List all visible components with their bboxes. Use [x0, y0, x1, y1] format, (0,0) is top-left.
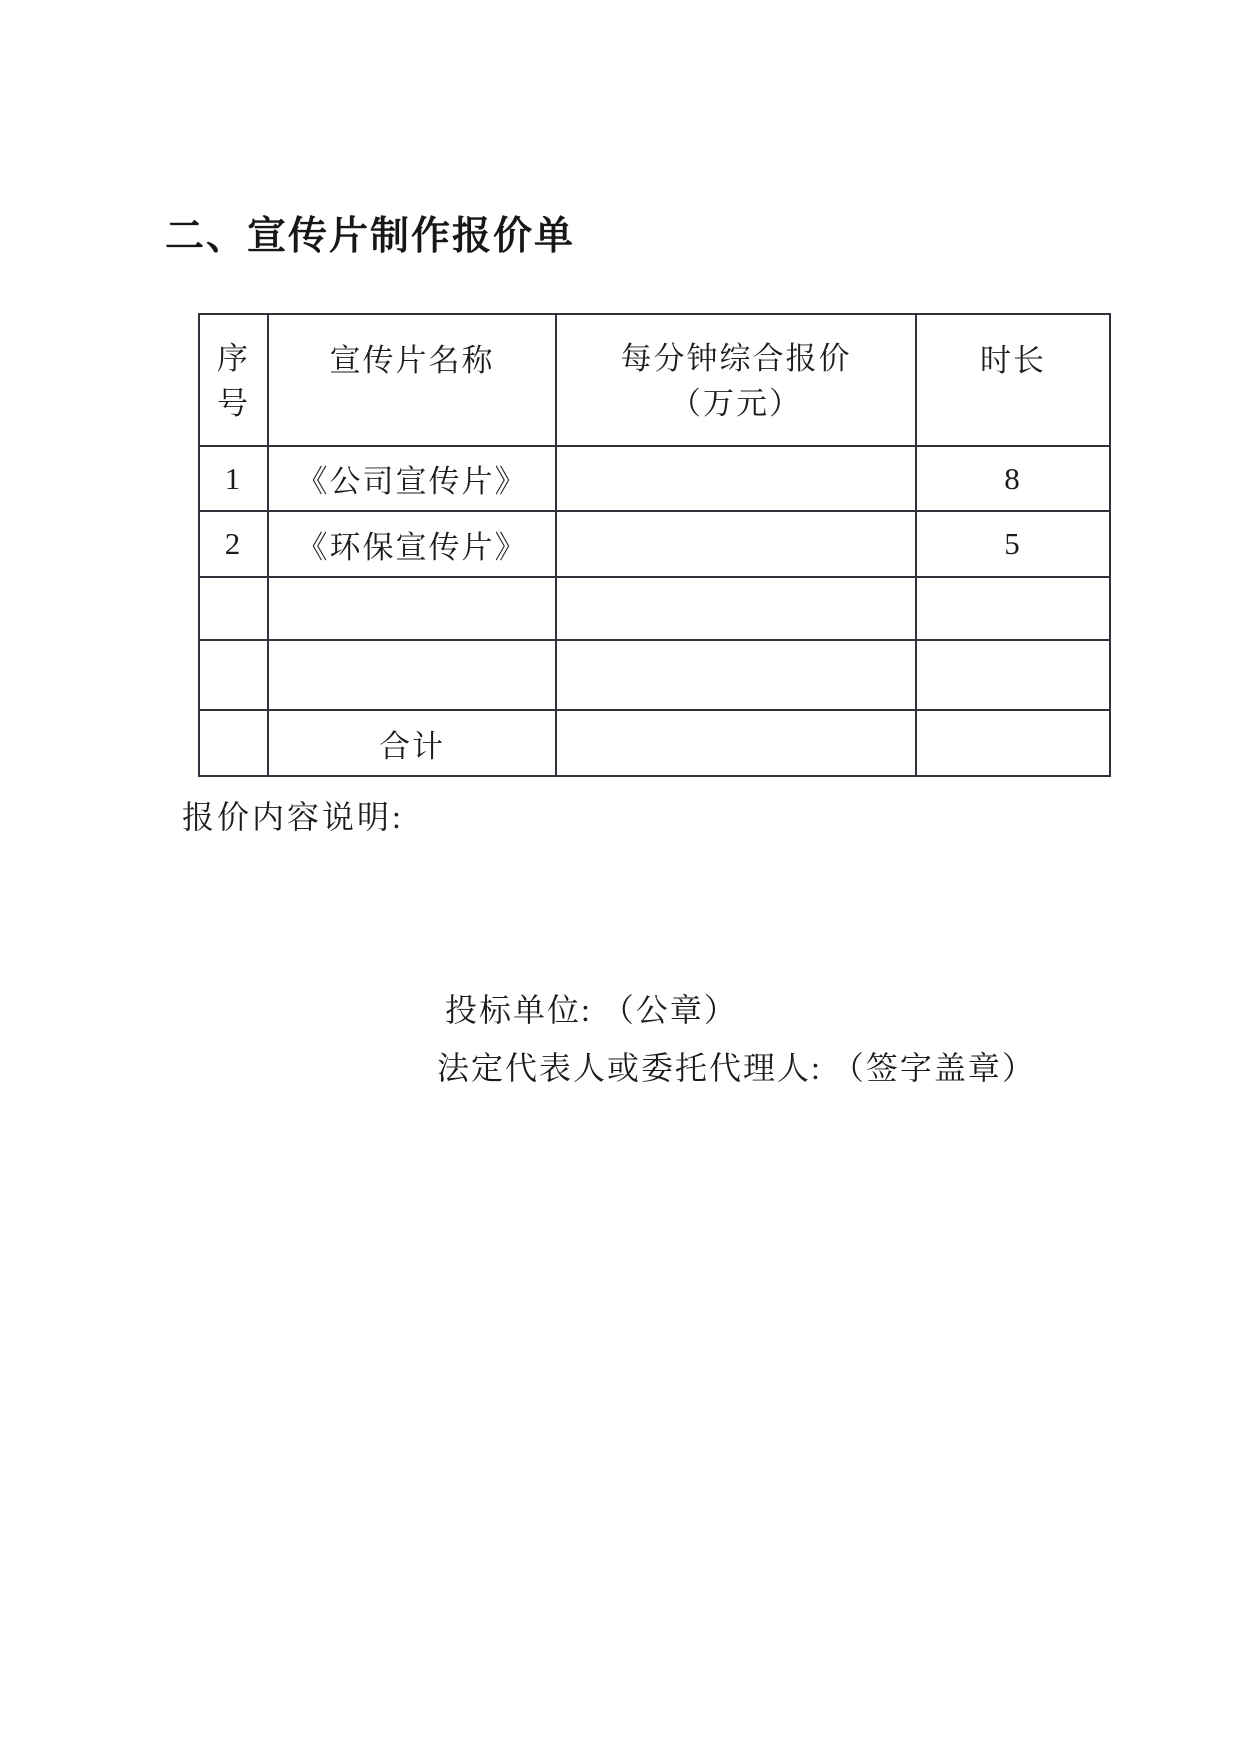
cell-duration: [916, 577, 1110, 640]
cell-price: [556, 710, 916, 776]
column-header-seq: [199, 314, 268, 446]
cell-price: [556, 446, 916, 511]
column-header-name-label: 宣传片名称: [329, 343, 495, 378]
cell-price: [556, 577, 916, 640]
cell-seq: 2: [199, 511, 268, 577]
table-header-row: [199, 314, 1110, 446]
cell-seq: [199, 577, 268, 640]
cell-price: [556, 511, 916, 577]
table-row: [199, 577, 1110, 640]
note-label: 报价内容说明:: [182, 799, 404, 835]
table-row: [199, 640, 1110, 710]
cell-name: 《环保宣传片》: [268, 511, 556, 577]
column-header-price-line1: 每分钟综合报价: [620, 341, 852, 376]
quotation-table: [198, 313, 1111, 777]
column-header-price-line2: （万元）: [670, 386, 802, 421]
column-header-seq-line2: 号: [217, 386, 250, 421]
signature-line-representative: 法定代表人或委托代理人: （签字盖章）: [437, 1050, 1036, 1086]
cell-total-label: 合计: [268, 710, 556, 776]
table-row-total: [199, 710, 1110, 776]
column-header-seq-line1: 序: [217, 341, 250, 376]
cell-name: 《公司宣传片》: [268, 446, 556, 511]
cell-price: [556, 640, 916, 710]
cell-duration: [916, 640, 1110, 710]
table-row: [199, 446, 1110, 511]
cell-seq: [199, 640, 268, 710]
cell-name: [268, 577, 556, 640]
cell-name: [268, 640, 556, 710]
cell-duration: [916, 710, 1110, 776]
column-header-duration-label: 时长: [980, 343, 1046, 378]
table-row: [199, 511, 1110, 577]
column-header-price: [556, 314, 916, 446]
cell-duration: 5: [916, 511, 1110, 577]
column-header-name: [268, 314, 556, 446]
cell-seq: [199, 710, 268, 776]
cell-seq: 1: [199, 446, 268, 511]
cell-duration: 8: [916, 446, 1110, 511]
column-header-duration: [916, 314, 1110, 446]
page-title: 二、宣传片制作报价单: [165, 215, 576, 258]
signature-line-bidding-unit: 投标单位: （公章）: [445, 992, 738, 1028]
